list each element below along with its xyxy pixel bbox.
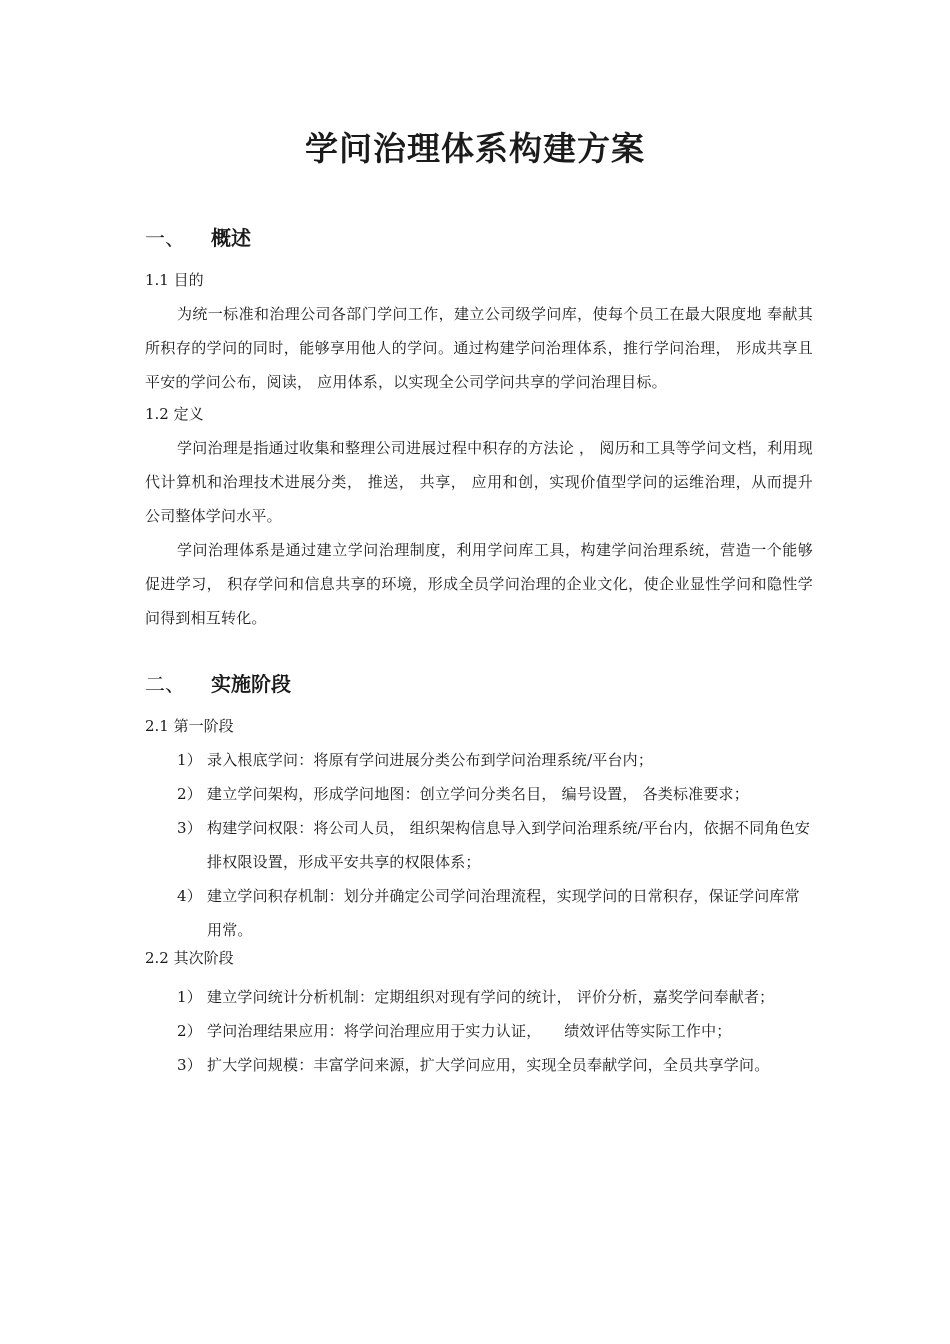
- paragraph-purpose: 为统一标准和治理公司各部门学问工作，建立公司级学问库，使每个员工在最大限度地 奉献其所积存的学问的同时，能够享用他人的学问。通过构建学问治理体系，推行学问治理， 形成共享且平安的学问公布，阅读， 应用体系，以实现全公司学问共享的学问治理目标。: [145, 305, 813, 391]
- list-item: [177, 879, 813, 947]
- subsection-label-definition: 1.2 定义: [145, 405, 204, 423]
- list-item: [177, 980, 813, 1014]
- subsection-label-phase-2: 2.2 其次阶段: [145, 949, 234, 967]
- list-marker: 2）: [177, 1022, 202, 1040]
- paragraph-definition-2: 学问治理体系是通过建立学问治理制度，利用学问库工具，构建学问治理系统，营造一个能够促进学习， 积存学问和信息共享的环境，形成全员学问治理的企业文化，使企业显性学问和隐性学问得到相互转化。: [145, 541, 813, 627]
- list-item-text: 建立学问架构，形成学问地图：创立学问分类名目， 编号设置， 各类标准要求；: [207, 785, 749, 803]
- page-title: 学问治理体系构建方案: [305, 129, 645, 168]
- list-item-text: 建立学问统计分析机制：定期组织对现有学问的统计， 评价分析，嘉奖学问奉献者；: [207, 988, 775, 1006]
- section-number: 二、: [145, 672, 185, 696]
- section-title: 概述: [211, 226, 251, 250]
- section-heading-overview: [145, 223, 251, 253]
- list-marker: 1）: [177, 988, 202, 1006]
- list-marker: 2）: [177, 785, 202, 803]
- list-item-text: 录入根底学问：将原有学问进展分类公布到学问治理系统/平台内；: [207, 751, 654, 769]
- list-marker: 3）: [177, 1056, 202, 1074]
- list-item-text: 建立学问积存机制：划分并确定公司学问治理流程，实现学问的日常积存，保证学问库常用常。: [207, 887, 800, 939]
- paragraph-definition-1: 学问治理是指通过收集和整理公司进展过程中积存的方法论 ， 阅历和工具等学问文档，利用现代计算机和治理技术进展分类， 推送， 共享， 应用和创，实现价值型学问的运维治理，从而提升公司整体学问水平。: [145, 439, 813, 525]
- list-item: [177, 777, 813, 811]
- section-heading-implementation: [145, 669, 291, 699]
- list-marker: 3）: [177, 819, 202, 837]
- subsection-label-purpose: 1.1 目的: [145, 271, 204, 289]
- list-marker: 4）: [177, 887, 202, 905]
- list-item: [177, 811, 813, 879]
- subsection-label-phase-1: 2.1 第一阶段: [145, 717, 234, 735]
- phase-1-list: [177, 743, 813, 947]
- list-item-text: 构建学问权限：将公司人员， 组织架构信息导入到学问治理系统/平台内，依据不同角色安排权限设置，形成平安共享的权限体系；: [207, 819, 811, 871]
- list-item-text: 学问治理结果应用：将学问治理应用于实力认证， 绩效评估等实际工作中；: [207, 1022, 732, 1040]
- section-title: 实施阶段: [211, 672, 291, 696]
- section-number: 一、: [145, 226, 185, 250]
- list-item: [177, 1048, 813, 1082]
- list-item-text: 扩大学问规模：丰富学问来源，扩大学问应用，实现全员奉献学问，全员共享学问。: [207, 1056, 770, 1074]
- list-marker: 1）: [177, 751, 202, 769]
- list-item: [177, 1014, 813, 1048]
- list-item: [177, 743, 813, 777]
- phase-2-list: [177, 980, 813, 1082]
